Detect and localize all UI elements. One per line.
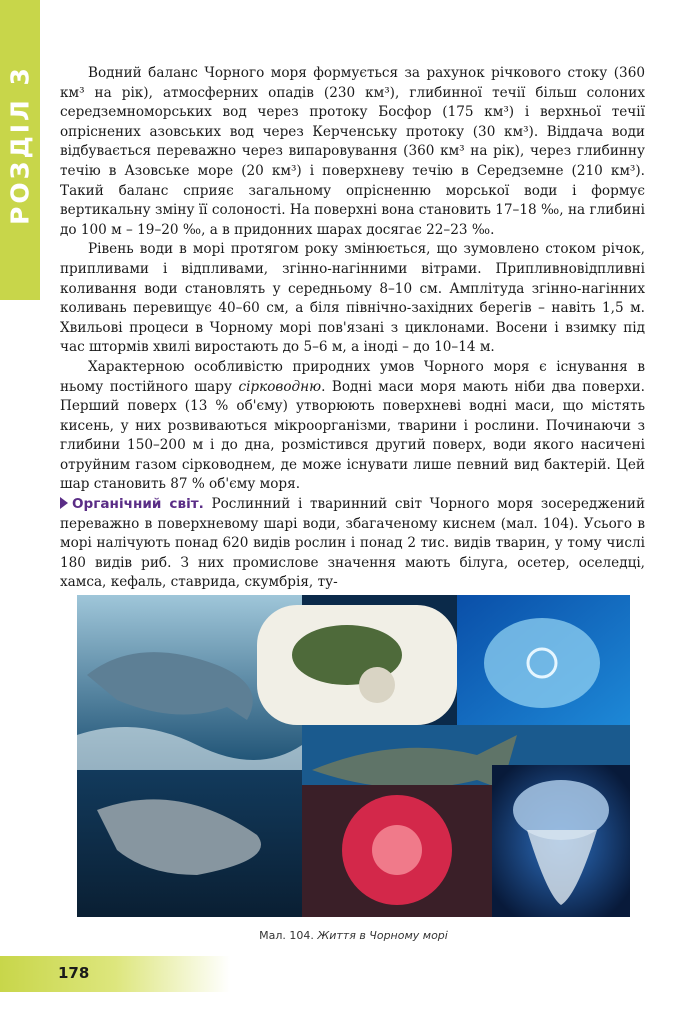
- paragraph-water-level: Рівень води в морі протягом року змінюється, що зумовлено стоком річок, припливами і відпливами, згінно-нагінними вітрами. Припливновідпливні коливання води становлять у середньому 8–10 см. Амплітуда згінно-нагінних коливань перевищує 40–60 см, а біля північно-західних берегів – навіть 1,5 м. Хвильові процеси в Чорному морі пов'язані з циклонами. Восени і взимку під час штормів хвилі виростають до 5–6 м, а іноді – до 10–14 м.: [60, 241, 645, 356]
- sea-life-photo-collage: [77, 595, 630, 917]
- jellyfish-icon: [484, 618, 600, 708]
- paragraph-hydrogen-sulfide: [60, 358, 645, 495]
- section-bullet-icon: [60, 497, 68, 509]
- emphasis-term: сірководню: [238, 378, 322, 395]
- page-number: 178: [58, 964, 90, 982]
- photo-collage-illustration: [77, 595, 630, 917]
- figure-number: Мал. 104.: [259, 929, 314, 942]
- paragraph-text: . Водні маси моря мають ніби два поверхи. Перший поверх (13 % об'єму) утворюють поверхневі водні маси, що містять кисень, у них розвиваються мікроорганізми, тварини і рослини. Починаючи з глибини 150–200 м і до дна, розмістився другий поверх, води якого насичені отруйним газом сірководнем, де може існувати лише певний вид бактерій. Цей шар становить 87 % об'єму моря.: [60, 378, 645, 493]
- main-text: [60, 64, 645, 593]
- paragraph-organic-world: [60, 495, 645, 593]
- paragraph-text: Рослинний і тваринний світ Чорного моря зосереджений переважно в поверхневому шарі води, збагаченому киснем (мал. 104). Усього в морі налічують понад 620 видів рослин і понад 2 тис. видів тварин, у тому числі 180 видів риб. З них промислове значення мають білуга, осетер, оселедці, хамса, кефаль, ставрида, скумбрія, ту-: [60, 496, 646, 591]
- footer-bar: [0, 956, 230, 992]
- section-tab-label: РОЗДІЛ 3: [5, 65, 35, 225]
- paragraph-text: Характерною особливістю природних умов Чорного моря є існування в ньому постійного шару: [60, 358, 645, 395]
- section-tab: [0, 0, 40, 300]
- section-heading: Органічний світ.: [72, 496, 204, 513]
- paragraph-water-balance: Водний баланс Чорного моря формується за рахунок річкового стоку (360 км³ на рік), атмосферних опадів (230 км³), глибинної течії більш солоних середземноморських вод через протоку Босфор (175 км³) і верхньої течії опріснених азовських вод через Керченську протоку (30 км³). Віддача води відбувається переважно через випаровування (360 км³ на рік), через глибинну течію в Азовське море (20 км³) і поверхневу течію в Середземне (210 км³). Такий баланс сприяє загальному опрісненню морської води і формує вертикальну зміну її солоності. На поверхні вона становить 17–18 ‰, на глибині до 100 м – 19–20 ‰, а в придонних шарах досягає 22–23 ‰.: [60, 65, 645, 238]
- figure-caption: [77, 929, 630, 942]
- figure-title: Життя в Чорному морі: [317, 929, 448, 942]
